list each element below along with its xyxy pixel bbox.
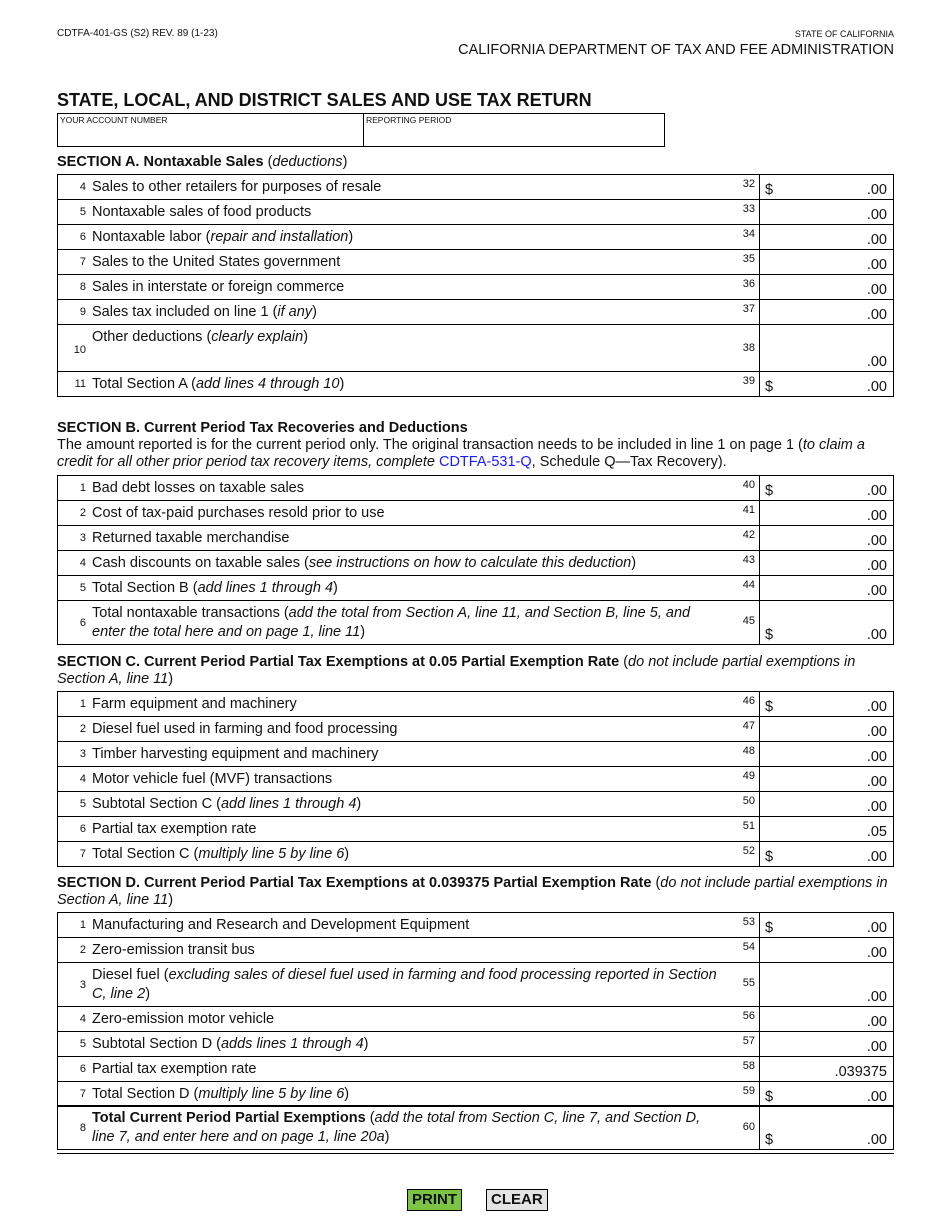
amount-value: .00 <box>866 282 887 298</box>
line-label-pre: Bad debt losses on taxable sales <box>92 480 304 496</box>
dollar-sign: $ <box>765 379 774 395</box>
line-label-post: ) <box>303 329 309 345</box>
line-number: 1 <box>79 919 86 931</box>
line-cell <box>58 526 760 551</box>
line-label-pre: Cash discounts on taxable sales ( <box>92 555 309 571</box>
line-code: 51 <box>742 820 755 832</box>
line-label <box>92 767 717 791</box>
amount-field[interactable] <box>760 1032 894 1057</box>
line-number: 7 <box>79 1088 86 1100</box>
line-label-note: add the total from Section A, line 11, and Section B, line 5, and enter the total here and on page 1, line 11 <box>92 605 691 640</box>
line-code: 56 <box>742 1010 755 1022</box>
line-label-note: see instructions on how to calculate this deduction <box>308 555 632 571</box>
section-a-table <box>57 174 894 397</box>
line-number: 8 <box>79 1122 86 1134</box>
table-row <box>58 175 894 200</box>
line-label-post: ) <box>348 229 354 245</box>
line-label <box>92 501 717 525</box>
line-label-note: add the total from Section C, line 7, and Section D, line 7, and enter here and on page 1, line 20a <box>92 1110 701 1145</box>
table-row <box>58 913 894 938</box>
line-label-pre: Total Section B ( <box>92 580 198 596</box>
account-number-field[interactable]: YOUR ACCOUNT NUMBER <box>60 115 168 125</box>
table-row <box>58 938 894 963</box>
line-code: 58 <box>742 1060 755 1072</box>
amount-field[interactable] <box>760 372 894 397</box>
line-code: 59 <box>742 1085 755 1097</box>
amount-field[interactable] <box>760 1082 894 1107</box>
table-row <box>58 250 894 275</box>
table-row <box>58 325 894 372</box>
line-number: 2 <box>79 507 86 519</box>
line-code: 37 <box>742 303 755 315</box>
line-label-pre: Total Section D ( <box>92 1086 199 1102</box>
line-label-pre: Subtotal Section D ( <box>92 1036 221 1052</box>
line-label <box>92 938 717 962</box>
line-number: 1 <box>79 698 86 710</box>
line-label <box>92 742 717 766</box>
line-label-post: ) <box>344 846 350 862</box>
line-number: 4 <box>79 557 86 569</box>
amount-value: .00 <box>866 483 887 499</box>
dollar-sign: $ <box>765 483 774 499</box>
line-label <box>92 372 717 396</box>
line-cell <box>58 817 760 842</box>
line-code: 57 <box>742 1035 755 1047</box>
divider <box>57 1153 894 1154</box>
line-cell <box>58 200 760 225</box>
line-number: 3 <box>79 748 86 760</box>
line-label-post: ) <box>363 1036 369 1052</box>
amount-value: .00 <box>866 699 887 715</box>
line-label-post: ) <box>344 1086 350 1102</box>
line-label-pre: Partial tax exemption rate <box>92 821 257 837</box>
line-label-pre: Sales to the United States government <box>92 254 341 270</box>
line-label <box>92 792 717 816</box>
line-cell <box>58 963 760 1007</box>
line-label <box>92 300 717 324</box>
line-label-pre: Motor vehicle fuel (MVF) transactions <box>92 771 333 787</box>
line-code: 54 <box>742 941 755 953</box>
amount-value: .00 <box>866 558 887 574</box>
amount-field[interactable] <box>760 767 894 792</box>
line-code: 53 <box>742 916 755 928</box>
amount-field[interactable] <box>760 175 894 200</box>
line-label <box>92 1082 717 1106</box>
section-a-note: deductions <box>272 154 343 170</box>
amount-value: .00 <box>866 1039 887 1055</box>
amount-field[interactable] <box>760 526 894 551</box>
section-d-heading: SECTION D. Current Period Partial Tax Exemptions at 0.039375 Partial Exemption Rate (do not include partial exemptions in Section A, line 11) <box>57 875 888 908</box>
line-label-pre: Total Section A ( <box>92 376 196 392</box>
line-code: 45 <box>742 615 755 627</box>
amount-field[interactable] <box>760 817 894 842</box>
line-cell <box>58 551 760 576</box>
table-row <box>58 501 894 526</box>
line-cell <box>58 476 760 501</box>
line-cell <box>58 250 760 275</box>
section-d-note: do not include partial exemptions in Section A, line 11 <box>57 875 888 908</box>
line-number: 9 <box>79 306 86 318</box>
amount-field[interactable] <box>760 476 894 501</box>
dollar-sign: $ <box>765 1089 774 1105</box>
table-row <box>58 742 894 767</box>
line-label-note: multiply line 5 by line 6 <box>198 846 345 862</box>
amount-field[interactable] <box>760 300 894 325</box>
department-name: CALIFORNIA DEPARTMENT OF TAX AND FEE ADMINISTRATION <box>458 42 894 58</box>
line-cell <box>58 225 760 250</box>
line-label-post: ) <box>356 796 362 812</box>
line-label-note: multiply line 5 by line 6 <box>198 1086 345 1102</box>
line-cell <box>58 576 760 601</box>
table-row <box>58 200 894 225</box>
line-number: 6 <box>79 617 86 629</box>
table-row <box>58 1057 894 1082</box>
line-cell <box>58 913 760 938</box>
dollar-sign: $ <box>765 699 774 715</box>
amount-field[interactable] <box>760 325 894 372</box>
amount-value: .00 <box>866 627 887 643</box>
section-b-table <box>57 475 894 645</box>
state-label: STATE OF CALIFORNIA <box>794 29 894 39</box>
line-label <box>92 1007 717 1031</box>
table-row <box>58 476 894 501</box>
amount-value: .00 <box>866 583 887 599</box>
line-number: 3 <box>79 979 86 991</box>
line-label <box>92 325 717 349</box>
table-row <box>58 963 894 1007</box>
line-label <box>92 1106 717 1149</box>
table-row <box>58 526 894 551</box>
amount-field[interactable] <box>760 1057 894 1082</box>
amount-value: .00 <box>866 1089 887 1105</box>
line-label-note: add lines 1 through 4 <box>220 796 357 812</box>
line-label-note: add lines 4 through 10 <box>195 376 340 392</box>
line-number: 2 <box>79 723 86 735</box>
page-title: STATE, LOCAL, AND DISTRICT SALES AND USE TAX RETURN <box>57 90 592 110</box>
line-cell <box>58 372 760 397</box>
section-d-title: SECTION D. Current Period Partial Tax Exemptions at 0.039375 Partial Exemption Rate <box>57 875 652 891</box>
line-label-pre: Timber harvesting equipment and machinery <box>92 746 379 762</box>
amount-field[interactable] <box>760 601 894 645</box>
line-cell <box>58 275 760 300</box>
line-label <box>92 1032 717 1056</box>
amount-value: .00 <box>866 533 887 549</box>
form-id: CDTFA-401-GS (S2) REV. 89 (1-23) <box>57 28 218 39</box>
line-label-pre: ( <box>365 1110 375 1126</box>
amount-value: .00 <box>866 945 887 961</box>
line-label <box>92 576 717 600</box>
reporting-period-field[interactable]: REPORTING PERIOD <box>363 114 664 146</box>
table-row <box>58 1007 894 1032</box>
amount-value: .00 <box>866 207 887 223</box>
line-number: 6 <box>79 1063 86 1075</box>
line-cell <box>58 842 760 867</box>
line-code: 34 <box>742 228 755 240</box>
line-code: 36 <box>742 278 755 290</box>
section-d-table <box>57 912 894 1107</box>
line-label <box>92 692 717 716</box>
line-label <box>92 175 717 199</box>
line-label-note: excluding sales of diesel fuel used in farming and food processing reported in Section C, line 2 <box>92 967 717 1002</box>
amount-field[interactable] <box>760 576 894 601</box>
line-code: 44 <box>742 579 755 591</box>
amount-value: .00 <box>866 774 887 790</box>
line-code: 32 <box>742 178 755 190</box>
line-label-note: repair and installation <box>210 229 349 245</box>
line-cell <box>58 767 760 792</box>
id-box <box>57 113 665 147</box>
line-cell <box>58 1007 760 1032</box>
line-label <box>92 1057 717 1081</box>
line-code: 49 <box>742 770 755 782</box>
amount-field[interactable] <box>760 501 894 526</box>
dollar-sign: $ <box>765 1132 774 1148</box>
line-label-pre: Diesel fuel ( <box>92 967 169 983</box>
line-code: 33 <box>742 203 755 215</box>
line-label-pre: Subtotal Section C ( <box>92 796 221 812</box>
line-code: 38 <box>742 342 755 354</box>
table-row <box>58 372 894 397</box>
amount-value: .00 <box>866 354 887 370</box>
cdtfa-531-q-link[interactable]: CDTFA-531-Q <box>438 454 532 470</box>
amount-value: .00 <box>866 232 887 248</box>
line-number: 7 <box>79 848 86 860</box>
line-label-note: adds lines 1 through 4 <box>220 1036 364 1052</box>
table-row <box>58 225 894 250</box>
table-row <box>58 275 894 300</box>
section-a-title: SECTION A. Nontaxable Sales <box>57 154 264 170</box>
line-cell <box>58 601 760 645</box>
line-label <box>92 476 717 500</box>
line-label <box>92 817 717 841</box>
table-row <box>58 767 894 792</box>
amount-field[interactable] <box>760 225 894 250</box>
section-c-title: SECTION C. Current Period Partial Tax Exemptions at 0.05 Partial Exemption Rate <box>57 654 620 670</box>
amount-field[interactable] <box>760 1007 894 1032</box>
amount-field[interactable] <box>760 938 894 963</box>
line-label-note: if any <box>277 304 313 320</box>
line-number: 7 <box>79 256 86 268</box>
line-label-post: ) <box>312 304 317 320</box>
line-code: 40 <box>742 479 755 491</box>
section-c-note: do not include partial exemptions in Section A, line 11 <box>57 654 856 687</box>
table-row <box>58 792 894 817</box>
line-code: 41 <box>742 504 755 516</box>
line-label <box>92 551 717 575</box>
line-label-pre: Sales to other retailers for purposes of resale <box>92 179 382 195</box>
line-label-post: ) <box>631 555 637 571</box>
line-cell <box>58 501 760 526</box>
amount-field[interactable] <box>760 1106 894 1150</box>
line-label <box>92 250 717 274</box>
line-number: 10 <box>73 344 86 356</box>
line-cell <box>58 792 760 817</box>
line-label-pre: Total Section C ( <box>92 846 199 862</box>
line-code: 60 <box>742 1121 755 1133</box>
amount-value: .00 <box>866 989 887 1005</box>
line-number: 4 <box>79 773 86 785</box>
section-b-heading <box>57 420 893 471</box>
line-label-note: clearly explain <box>211 329 304 345</box>
line-label <box>92 842 717 866</box>
table-row <box>58 601 894 645</box>
line-label <box>92 913 717 937</box>
line-label <box>92 601 717 644</box>
line-number: 5 <box>79 798 86 810</box>
line-label <box>92 526 717 550</box>
section-b-intro: The amount reported is for the current period only. The original transaction needs to be included in line 1 on page 1 ( <box>57 437 803 453</box>
amount-field[interactable] <box>760 792 894 817</box>
line-label-pre: Manufacturing and Research and Development Equipment <box>92 917 470 933</box>
line-number: 6 <box>79 823 86 835</box>
line-code: 46 <box>742 695 755 707</box>
line-label-pre: Zero-emission motor vehicle <box>92 1011 275 1027</box>
amount-value: .00 <box>866 724 887 740</box>
line-cell <box>58 325 760 372</box>
line-number: 5 <box>79 1038 86 1050</box>
line-code: 47 <box>742 720 755 732</box>
line-code: 39 <box>742 375 755 387</box>
line-label-pre: Nontaxable labor ( <box>92 229 211 245</box>
print-button[interactable]: PRINT <box>407 1189 462 1211</box>
amount-value: .00 <box>866 182 887 198</box>
dollar-sign: $ <box>765 182 774 198</box>
table-row <box>58 1082 894 1107</box>
line-code: 48 <box>742 745 755 757</box>
table-row <box>58 1106 894 1150</box>
table-row <box>58 300 894 325</box>
line-code: 50 <box>742 795 755 807</box>
amount-field[interactable] <box>760 551 894 576</box>
amount-value: .00 <box>866 920 887 936</box>
dollar-sign: $ <box>765 627 774 643</box>
section-c-table <box>57 691 894 867</box>
amount-field[interactable] <box>760 200 894 225</box>
amount-field[interactable] <box>760 963 894 1007</box>
amount-value: .039375 <box>834 1064 887 1080</box>
amount-value: .00 <box>866 1132 887 1148</box>
table-row <box>58 1032 894 1057</box>
amount-value: .00 <box>866 799 887 815</box>
line-label-post: ) <box>145 986 151 1002</box>
amount-field[interactable] <box>760 913 894 938</box>
line-number: 5 <box>79 206 86 218</box>
line-cell <box>58 1057 760 1082</box>
amount-value: .00 <box>866 307 887 323</box>
table-row <box>58 692 894 717</box>
line-label <box>92 963 717 1006</box>
amount-value: .00 <box>866 508 887 524</box>
table-row <box>58 842 894 867</box>
line-cell <box>58 692 760 717</box>
line-label-pre: Returned taxable merchandise <box>92 530 290 546</box>
line-label-pre: Diesel fuel used in farming and food processing <box>92 721 398 737</box>
line-label-pre: Partial tax exemption rate <box>92 1061 257 1077</box>
line-number: 4 <box>79 1013 86 1025</box>
line-number: 6 <box>79 231 86 243</box>
table-row <box>58 576 894 601</box>
line-cell <box>58 938 760 963</box>
line-number: 2 <box>79 944 86 956</box>
amount-value: .00 <box>866 257 887 273</box>
line-label-post: ) <box>360 624 366 640</box>
section-c-heading: SECTION C. Current Period Partial Tax Exemptions at 0.05 Partial Exemption Rate (do not include partial exemptions in Section A, line 11) <box>57 654 856 687</box>
section-b-title: SECTION B. Current Period Tax Recoveries and Deductions <box>57 420 468 436</box>
amount-field[interactable] <box>760 275 894 300</box>
line-cell <box>58 175 760 200</box>
line-number: 4 <box>79 181 86 193</box>
dollar-sign: $ <box>765 849 774 865</box>
line-cell <box>58 300 760 325</box>
line-number: 8 <box>79 281 86 293</box>
line-code: 42 <box>742 529 755 541</box>
line-label-post: ) <box>333 580 338 596</box>
line-label-pre: Sales tax included on line 1 ( <box>92 304 278 320</box>
amount-value: .00 <box>866 749 887 765</box>
line-cell <box>58 1032 760 1057</box>
line-code: 55 <box>742 977 755 989</box>
table-row <box>58 551 894 576</box>
dollar-sign: $ <box>765 920 774 936</box>
line-label <box>92 275 717 299</box>
amount-value: .00 <box>866 1014 887 1030</box>
table-row <box>58 717 894 742</box>
line-number: 11 <box>74 378 86 390</box>
line-code: 43 <box>742 554 755 566</box>
line-label-note: add lines 1 through 4 <box>197 580 334 596</box>
line-number: 3 <box>79 532 86 544</box>
line-label <box>92 717 717 741</box>
amount-field[interactable] <box>760 742 894 767</box>
line-cell <box>58 1082 760 1107</box>
total-partial-exemptions-table <box>57 1105 894 1150</box>
section-b-intro-note: to claim a credit for all other prior period tax recovery items, complete <box>57 437 865 470</box>
clear-button[interactable]: CLEAR <box>486 1189 548 1211</box>
line-label-post: ) <box>339 376 345 392</box>
line-cell <box>58 742 760 767</box>
line-label-bold: Total Current Period Partial Exemptions <box>92 1110 366 1126</box>
amount-field[interactable] <box>760 842 894 867</box>
amount-value: .05 <box>866 824 887 840</box>
line-label-post: ) <box>384 1129 390 1145</box>
line-number: 5 <box>79 582 86 594</box>
line-label-pre: Total nontaxable transactions ( <box>92 605 289 621</box>
line-label <box>92 200 717 224</box>
line-code: 52 <box>742 845 755 857</box>
line-code: 35 <box>742 253 755 265</box>
line-label-pre: Sales in interstate or foreign commerce <box>92 279 345 295</box>
line-cell <box>58 717 760 742</box>
amount-field[interactable] <box>760 250 894 275</box>
line-label-pre: Nontaxable sales of food products <box>92 204 312 220</box>
line-label-pre: Other deductions ( <box>92 329 212 345</box>
line-label-pre: Farm equipment and machinery <box>92 696 297 712</box>
amount-field[interactable] <box>760 692 894 717</box>
line-label-pre: Zero-emission transit bus <box>92 942 255 958</box>
line-label <box>92 225 717 249</box>
line-number: 1 <box>79 482 86 494</box>
line-label-pre: Cost of tax-paid purchases resold prior to use <box>92 505 385 521</box>
amount-field[interactable] <box>760 717 894 742</box>
section-b-intro-tail: , Schedule Q—Tax Recovery). <box>531 454 727 470</box>
section-a-heading: SECTION A. Nontaxable Sales (deductions) <box>57 154 348 170</box>
amount-value: .00 <box>866 849 887 865</box>
amount-value: .00 <box>866 379 887 395</box>
table-row <box>58 817 894 842</box>
